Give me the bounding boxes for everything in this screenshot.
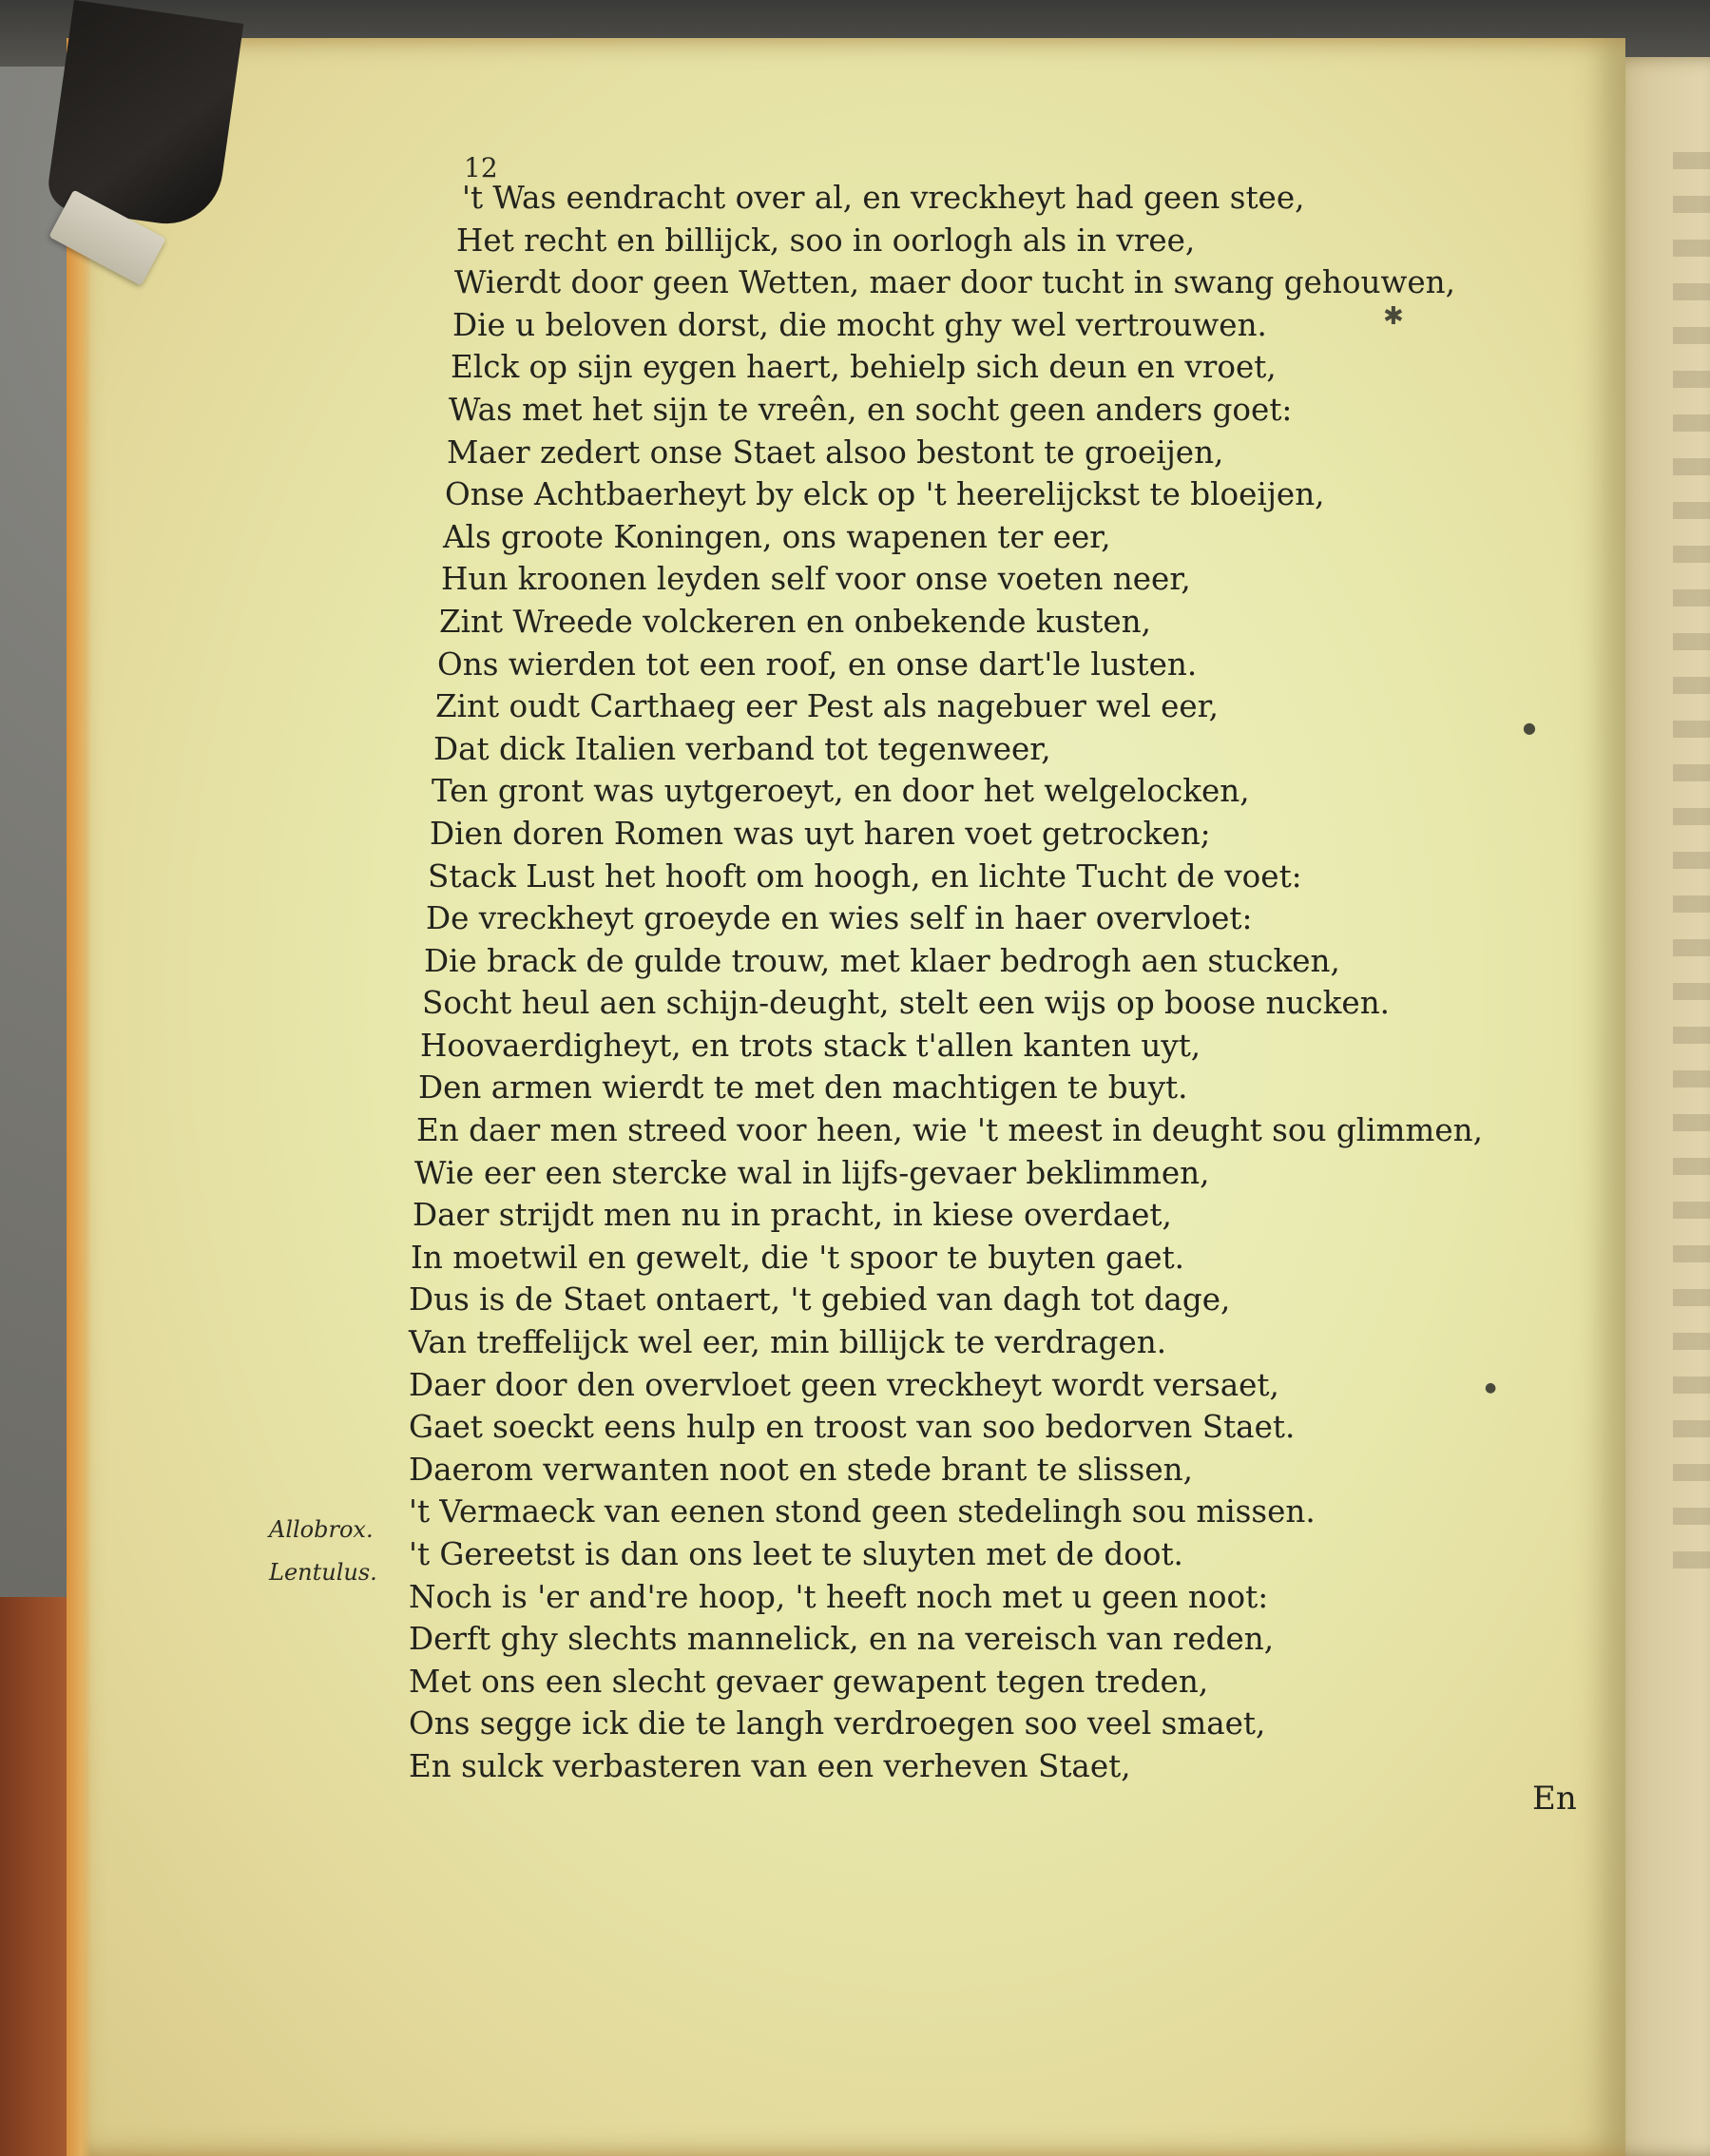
verse-line: Die u beloven dorst, die mocht ghy wel vertrouwen.	[452, 306, 1267, 343]
verse-line: Ten gront was uytgeroeyt, en door het welgelocken,	[432, 773, 1250, 810]
verse-line: 't Was eendracht over al, en vreckheyt had geen stee,	[462, 180, 1305, 216]
verse-line: Socht heul aen schijn-deught, stelt een wijs op boose nucken.	[422, 985, 1391, 1022]
verse-line: De vreckheyt groeyde en wies self in haer overvloet:	[426, 900, 1253, 937]
verse-line: Daerom verwanten noot en stede brant te slissen,	[409, 1451, 1193, 1488]
asterisk-mark: ✱	[1383, 302, 1404, 331]
verse-line: 't Gereetst is dan ons leet te sluyten met de doot.	[409, 1536, 1183, 1572]
verse-line: Stack Lust het hooft om hoogh, en lichte Tucht de voet:	[428, 857, 1302, 895]
verse-line: Ons segge ick die te langh verdroegen soo veel smaet,	[409, 1705, 1266, 1742]
verse-line: Die brack de gulde trouw, met klaer bedrogh aen stucken,	[424, 942, 1340, 979]
verse-line: Van treffelijck wel eer, min billijck te verdragen.	[409, 1324, 1167, 1361]
verse-line: Was met het sijn te vreên, en socht geen anders goet:	[449, 391, 1293, 428]
verse-line: Noch is 'er and're hoop, 't heeft noch met u geen noot:	[409, 1578, 1269, 1615]
verse-line: Onse Achtbaerheyt by elck op 't heerelijckst te bloeijen,	[445, 476, 1325, 513]
verse-line: Gaet soeckt eens hulp en troost van soo bedorven Staet.	[409, 1409, 1296, 1446]
verse-line: Ons wierden tot een roof, en onse dart'le lusten.	[437, 645, 1198, 683]
verse-line: Wie eer een stercke wal in lijfs-gevaer beklimmen,	[414, 1154, 1210, 1191]
speaker-allobrox: Allobrox.	[269, 1516, 374, 1543]
verse-line: Wierdt door geen Wetten, maer door tucht in swang gehouwen,	[454, 264, 1455, 301]
page-left-edge	[67, 38, 91, 2156]
verse-line: Derft ghy slechts mannelick, en na vereisch van reden,	[409, 1621, 1275, 1658]
verse-line: Zint Wreede volckeren en onbekende kusten,	[439, 603, 1152, 640]
verse-line: In moetwil en gewelt, die 't spoor te buyten gaet.	[411, 1239, 1185, 1276]
ink-dot: ●	[1523, 719, 1536, 737]
verse-line: En sulck verbasteren van een verheven Staet,	[409, 1747, 1131, 1784]
facing-page-bleed-text	[1673, 152, 1710, 1578]
verse-line: Daer door den overvloet geen vreckheyt wordt versaet,	[409, 1366, 1279, 1403]
verse-line: Dat dick Italien verband tot tegenweer,	[433, 730, 1051, 767]
verse-line: Met ons een slecht gevaer gewapent tegen treden,	[409, 1663, 1209, 1700]
verse-line: Daer strijdt men nu in pracht, in kiese overdaet,	[413, 1197, 1172, 1234]
verse-line: Hun kroonen leyden self voor onse voeten neer,	[441, 561, 1191, 598]
ink-dot: ●	[1485, 1380, 1497, 1396]
verse-line: Dien doren Romen was uyt haren voet getrocken;	[430, 815, 1211, 852]
speaker-lentulus: Lentulus.	[269, 1559, 377, 1586]
verse-line: Als groote Koningen, ons wapenen ter eer,	[443, 518, 1111, 555]
verse-line: Het recht en billijck, soo in oorlogh als in vree,	[456, 221, 1196, 259]
verse-line: Dus is de Staet ontaert, 't gebied van dagh tot dage,	[409, 1281, 1231, 1319]
verse-line: Elck op sijn eygen haert, behielp sich deun en vroet,	[451, 349, 1277, 386]
page-number: 12	[464, 152, 498, 183]
verse-line: Hoovaerdigheyt, en trots stack t'allen kanten uyt,	[420, 1027, 1201, 1064]
verse-line: Den armen wierdt te met den machtigen te buyt.	[418, 1069, 1188, 1107]
verse-line: Maer zedert onse Staet alsoo bestont te groeijen,	[447, 433, 1224, 471]
verse-line: En daer men streed voor heen, wie 't meest in deught sou glimmen,	[416, 1112, 1483, 1149]
verse-block	[409, 177, 1549, 1788]
verse-line: Zint oudt Carthaeg eer Pest als nagebuer wel eer,	[435, 688, 1220, 725]
catchword: En	[1532, 1780, 1577, 1818]
verse-line: 't Vermaeck van eenen stond geen stedelingh sou missen.	[409, 1493, 1316, 1530]
